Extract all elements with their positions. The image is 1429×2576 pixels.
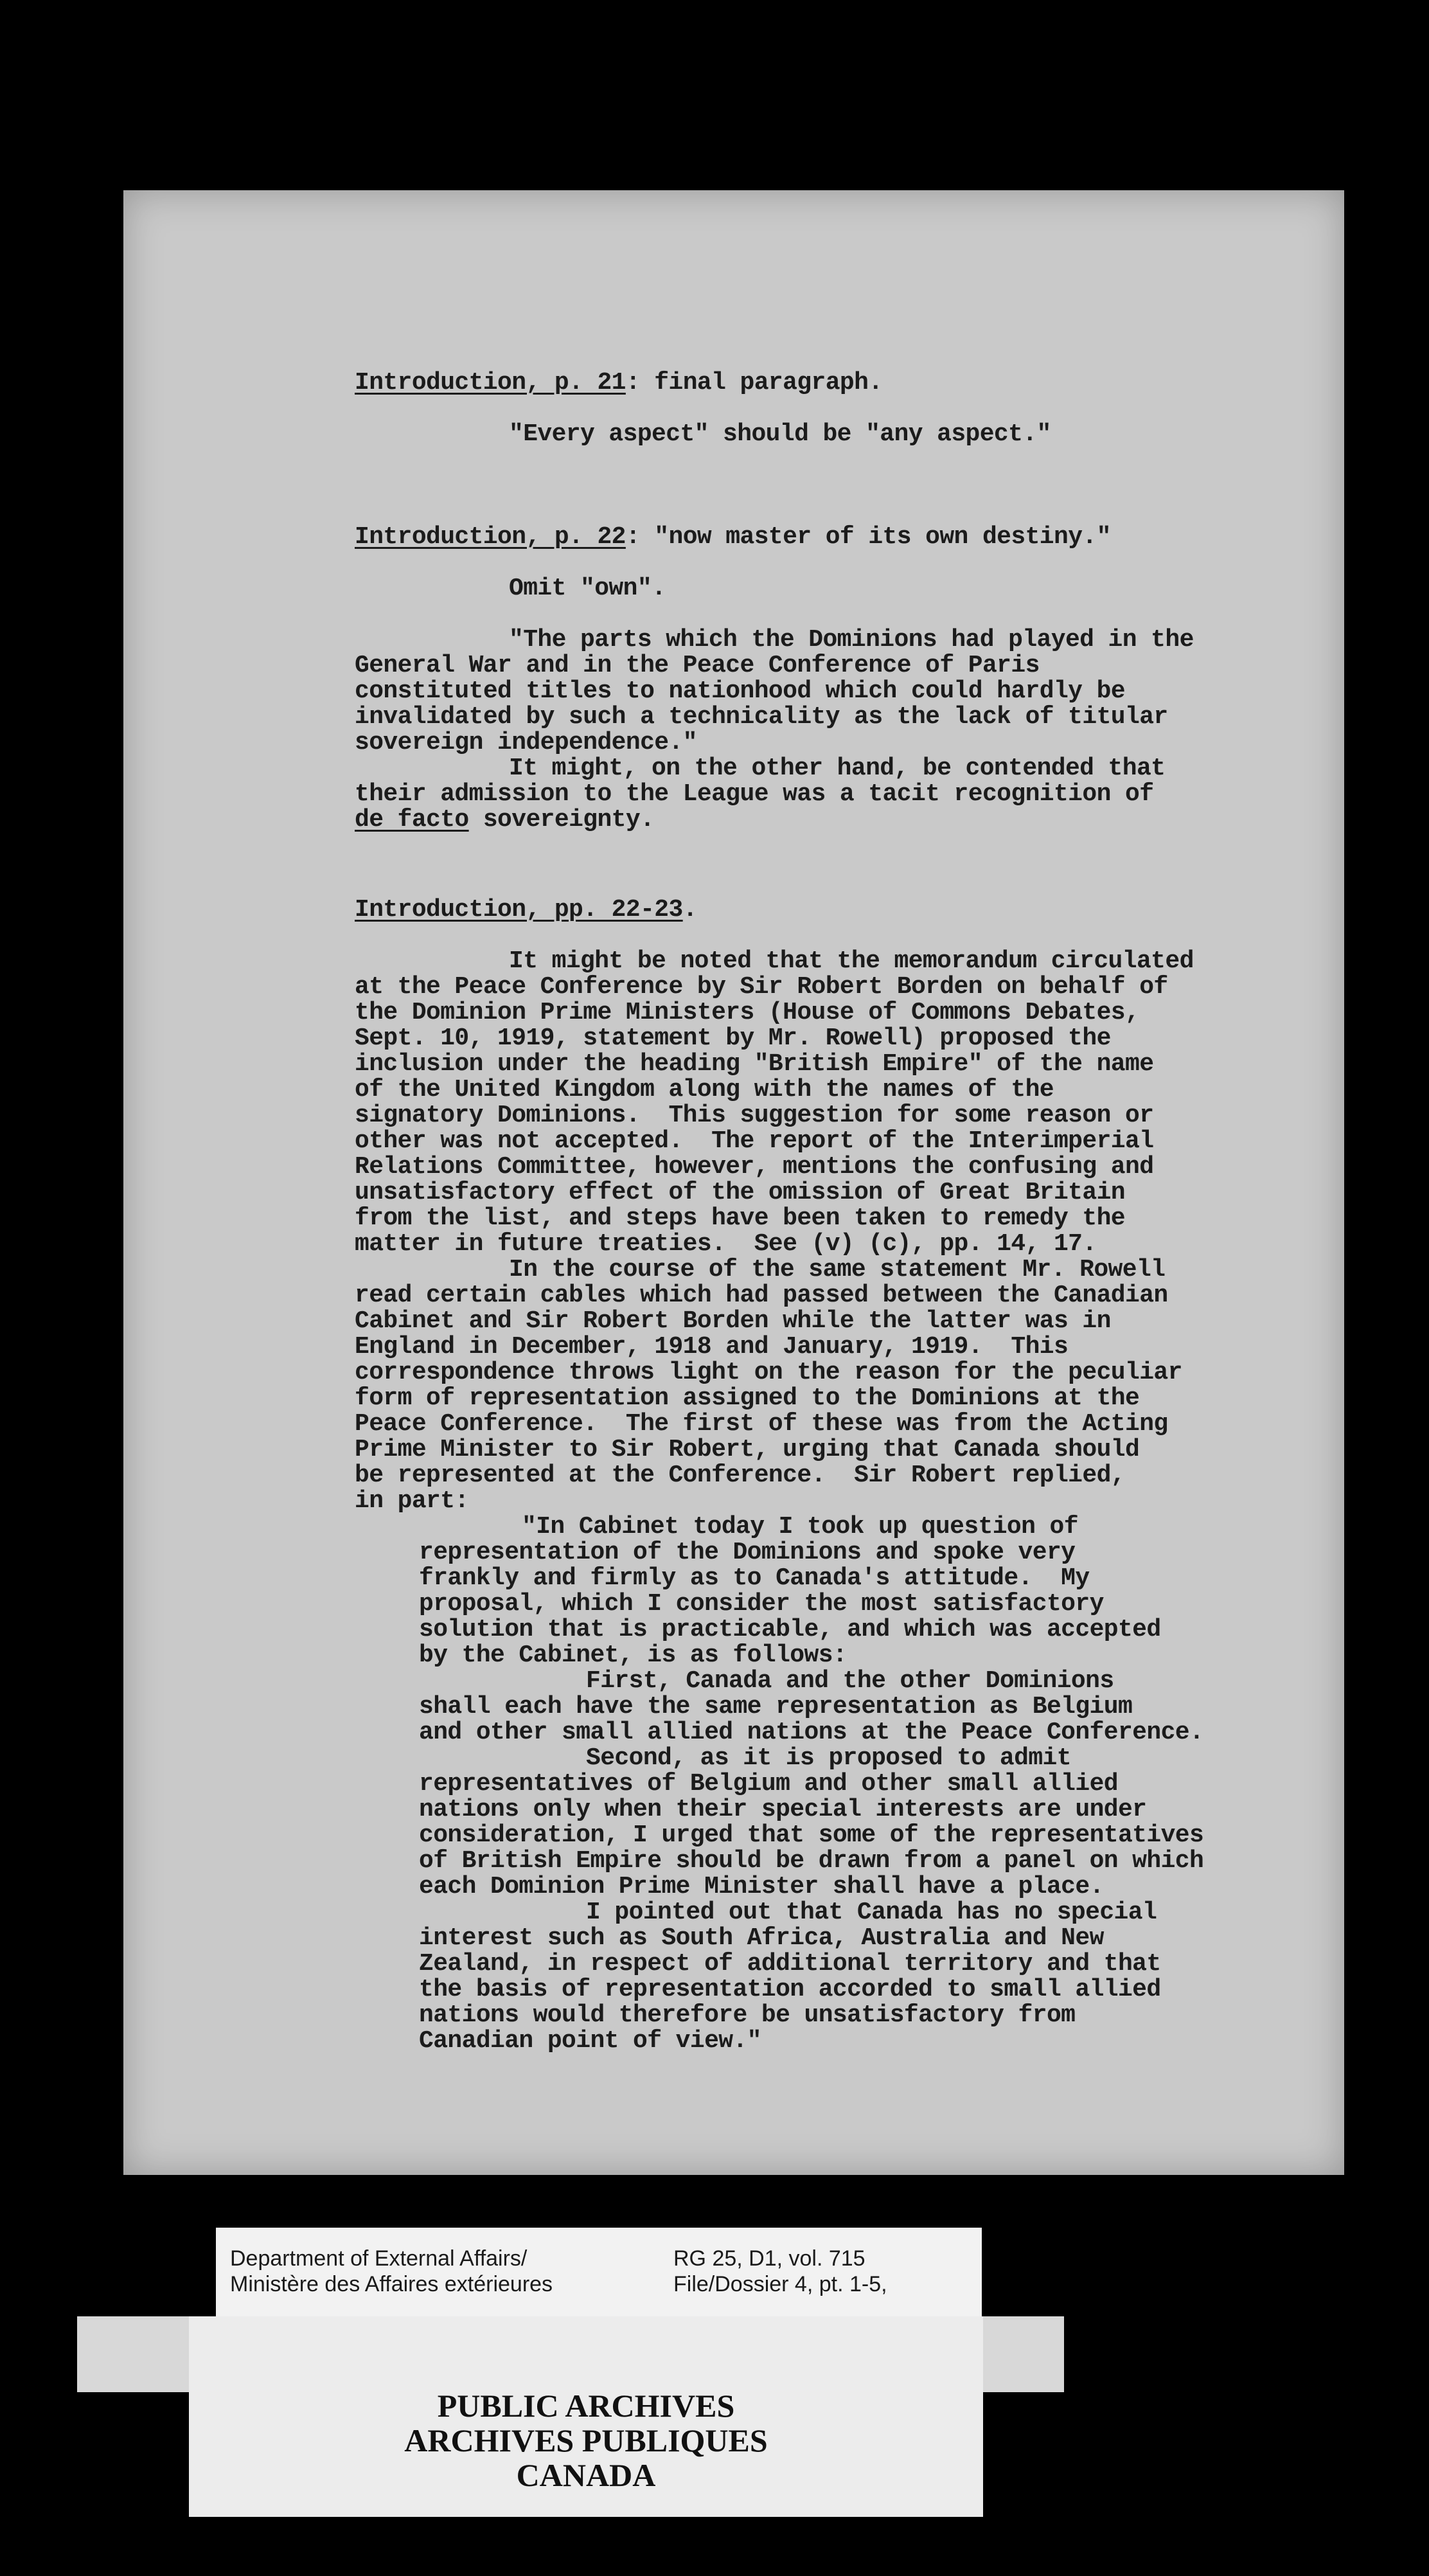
borden-quote-line: shall each have the same representation as Belgium (419, 1693, 1133, 1721)
label-dept-en: Department of External Affairs/ (230, 2246, 528, 2271)
section-3-para-1-line: Sept. 10, 1919, statement by Mr. Rowell) proposed the (355, 1024, 1111, 1052)
borden-quote-line: the basis of representation accorded to small allied (419, 1976, 1161, 2003)
borden-quote-line: of British Empire should be drawn from a panel on which (419, 1847, 1204, 1875)
stamp-line-3: CANADA (516, 2457, 656, 2493)
section-3-para-1-line: at the Peace Conference by Sir Robert Borden on behalf of (355, 973, 1168, 1001)
borden-quote-line: and other small allied nations at the Peace Conference. (419, 1719, 1204, 1746)
section-3-para-1-line: of the United Kingdom along with the names of the (355, 1076, 1054, 1104)
borden-quote-line: nations would therefore be unsatisfactory from (419, 2001, 1076, 2029)
section-2-comment-end: sovereignty. (468, 806, 655, 834)
section-2-heading-ref: Introduction, p. 22 (355, 523, 626, 551)
borden-quote-line: consideration, I urged that some of the representatives (419, 1821, 1204, 1849)
section-2-quote-line: "The parts which the Dominions had played in the (509, 626, 1194, 654)
borden-quote-line: Zealand, in respect of additional territory and that (419, 1950, 1161, 1978)
label-reference (673, 2246, 887, 2297)
borden-quote-line: solution that is practicable, and which was accepted (419, 1616, 1161, 1643)
borden-quote-line: representatives of Belgium and other small allied (419, 1770, 1118, 1798)
section-3-heading-ref: Introduction, pp. 22-23 (355, 896, 683, 924)
section-1-heading (355, 370, 1306, 396)
section-3-para-2-line: Cabinet and Sir Robert Borden while the latter was in (355, 1307, 1111, 1335)
stamp-line-2: ARCHIVES PUBLIQUES (404, 2422, 768, 2458)
section-1-heading-rest: : final paragraph. (625, 369, 883, 397)
borden-quote-line: frankly and firmly as to Canada's attitude. My (419, 1564, 1090, 1592)
section-3-para-1-line: matter in future treaties. See (v) (c), pp. 14, 17. (355, 1230, 1097, 1258)
section-3-para-1-line: signatory Dominions. This suggestion for some reason or (355, 1102, 1154, 1129)
section-1-heading-ref: Introduction, p. 21 (355, 369, 626, 397)
section-3-para-1-line: from the list, and steps have been taken to remedy the (355, 1204, 1126, 1232)
section-2-quote-line: invalidated by such a technicality as the lack of titular (355, 703, 1168, 731)
section-1-note: "Every aspect" should be "any aspect." (509, 420, 1051, 448)
section-3-para-1-line: unsatisfactory effect of the omission of Great Britain (355, 1179, 1126, 1206)
section-3-para-2-line: Peace Conference. The first of these was from the Acting (355, 1410, 1168, 1438)
section-3-para-2-line: form of representation assigned to the Dominions at the (355, 1384, 1140, 1412)
section-3-heading (355, 897, 1306, 923)
borden-quote-line: interest such as South Africa, Australia and New (419, 1924, 1104, 1952)
label-ref-file: File/Dossier 4, pt. 1-5, (673, 2272, 887, 2296)
de-facto-term: de facto (355, 806, 469, 834)
section-2-comment-last-line (355, 807, 1306, 833)
stamp-line-1: PUBLIC ARCHIVES (437, 2388, 735, 2424)
section-2-omit: Omit "own". (509, 575, 666, 602)
section-2-comment-line: It might, on the other hand, be contended that (509, 755, 1166, 782)
document-page (123, 190, 1344, 2175)
borden-quote-line: representation of the Dominions and spoke very (419, 1539, 1076, 1566)
borden-quote-first: "In Cabinet today I took up question of (522, 1513, 1078, 1541)
section-3-para-1-first: It might be noted that the memorandum circulated (509, 947, 1194, 975)
label-ref-rg: RG 25, D1, vol. 715 (673, 2246, 865, 2271)
stamp-text (189, 2388, 983, 2492)
borden-quote-line: nations only when their special interests are under (419, 1796, 1147, 1823)
section-3-para-2-line: in part: (355, 1487, 469, 1515)
label-dept-fr: Ministère des Affaires extérieures (230, 2272, 553, 2296)
section-3-para-1-line: inclusion under the heading "British Empire" of the name (355, 1050, 1154, 1078)
section-3-para-1-line: Relations Committee, however, mentions the confusing and (355, 1153, 1154, 1181)
section-3-para-2-line: England in December, 1918 and January, 1919. This (355, 1333, 1069, 1361)
borden-quote-line: each Dominion Prime Minister shall have a place. (419, 1873, 1104, 1901)
section-2-quote-line: sovereign independence." (355, 729, 697, 756)
section-3-para-2-line: read certain cables which had passed between the Canadian (355, 1282, 1168, 1309)
document-body (355, 370, 1306, 2054)
section-2-comment-line: their admission to the League was a tacit recognition of (355, 780, 1154, 808)
section-2-heading (355, 524, 1306, 550)
section-3-para-2-line: Prime Minister to Sir Robert, urging that Canada should (355, 1436, 1140, 1463)
section-2-quote-line: General War and in the Peace Conference of Paris (355, 652, 1040, 679)
borden-quote-line: proposal, which I consider the most satisfactory (419, 1590, 1104, 1618)
borden-quote-point-1: First, Canada and the other Dominions (586, 1667, 1114, 1695)
archive-reference-label (216, 2228, 982, 2319)
public-archives-stamp (189, 2316, 983, 2517)
section-2-heading-rest: : "now master of its own destiny." (625, 523, 1111, 551)
borden-quote-point-3: I pointed out that Canada has no special (586, 1899, 1157, 1926)
borden-quote-line: Canadian point of view." (419, 2027, 761, 2055)
section-2-quote-line: constituted titles to nationhood which could hardly be (355, 677, 1126, 705)
section-3-para-1-line: other was not accepted. The report of the Interimperial (355, 1127, 1154, 1155)
section-3-para-2-first: In the course of the same statement Mr. Rowell (509, 1256, 1166, 1284)
section-3-para-2-line: be represented at the Conference. Sir Robert replied, (355, 1462, 1126, 1489)
borden-quote-line: by the Cabinet, is as follows: (419, 1641, 848, 1669)
section-3-heading-rest: . (682, 896, 697, 924)
borden-quote-point-2: Second, as it is proposed to admit (586, 1744, 1071, 1772)
label-department (230, 2246, 553, 2297)
section-3-para-1-line: the Dominion Prime Ministers (House of Commons Debates, (355, 999, 1140, 1026)
section-3-para-2-line: correspondence throws light on the reason for the peculiar (355, 1359, 1182, 1386)
